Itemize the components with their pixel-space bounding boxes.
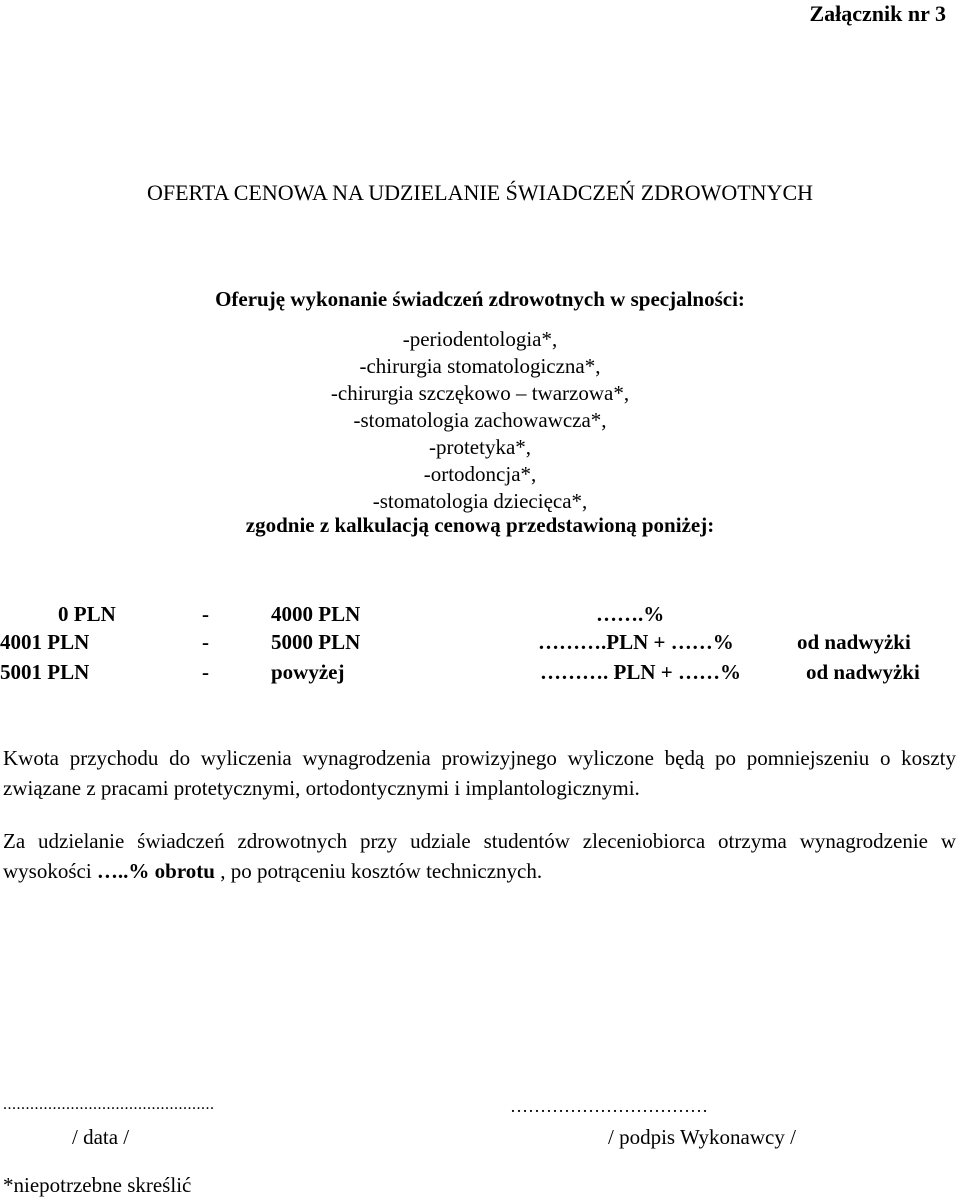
specialty-item: -ortodoncja*,: [423, 462, 537, 486]
paragraph-students-rate: …..% obrotu: [96, 859, 215, 883]
annex-number: Załącznik nr 3: [809, 1, 946, 26]
row3-to: powyżej: [271, 660, 345, 684]
date-label: / data /: [72, 1125, 130, 1149]
paragraph-students-text: Za udzielanie świadczeń zdrowotnych przy udziale studentów zleceniobiorca otrzyma wynagrodzenie w wysokości: [3, 829, 956, 883]
row3-from: 5001 PLN: [0, 660, 90, 684]
row2-dash: -: [202, 630, 209, 654]
row3-note: od nadwyżki: [806, 660, 920, 684]
document-title: OFERTA CENOWA NA UDZIELANIE ŚWIADCZEŃ ZDROWOTNYCH: [146, 180, 814, 205]
specialty-list: [0, 326, 960, 515]
paragraph-commission-base: Kwota przychodu do wyliczenia wynagrodzenia prowizyjnego wyliczone będą po pomniejszeniu o koszty związane z pracami protetycznymi, ortodontycznymi i implantologicznymi.: [3, 746, 956, 800]
signature-dotted-line: ……………………………: [510, 1096, 708, 1116]
specialty-item: -periodentologia*,: [402, 327, 558, 351]
row3-price-field: ………. PLN + ……%: [540, 660, 741, 684]
row2-to: 5000 PLN: [271, 630, 361, 654]
row2-from: 4001 PLN: [0, 630, 90, 654]
specialty-item: -stomatologia zachowawcza*,: [353, 408, 607, 432]
row3-dash: -: [202, 660, 209, 684]
row1-from: 0 PLN: [58, 602, 116, 626]
row1-to: 4000 PLN: [271, 602, 361, 626]
row1-dash: -: [202, 602, 209, 626]
signature-label: / podpis Wykonawcy /: [608, 1125, 796, 1149]
footnote: *niepotrzebne skreślić: [3, 1173, 192, 1197]
row1-price-field: …….%: [596, 602, 665, 626]
paragraph-students-tail: , po potrąceniu kosztów technicznych.: [214, 859, 543, 883]
specialty-item: -chirurgia stomatologiczna*,: [359, 354, 601, 378]
specialty-item: -stomatologia dziecięca*,: [372, 489, 588, 513]
row2-price-field: ……….PLN + ……%: [538, 630, 734, 654]
date-dotted-line: ...............................................: [3, 1096, 215, 1113]
specialty-item: -chirurgia szczękowo – twarzowa*,: [330, 381, 630, 405]
closing-line: zgodnie z kalkulacją cenową przedstawioną poniżej:: [245, 513, 715, 537]
specialty-item: -protetyka*,: [428, 435, 532, 459]
row2-note: od nadwyżki: [797, 630, 911, 654]
intro-line: Oferuję wykonanie świadczeń zdrowotnych w specjalności:: [215, 287, 745, 311]
paragraph-students: [3, 826, 956, 886]
